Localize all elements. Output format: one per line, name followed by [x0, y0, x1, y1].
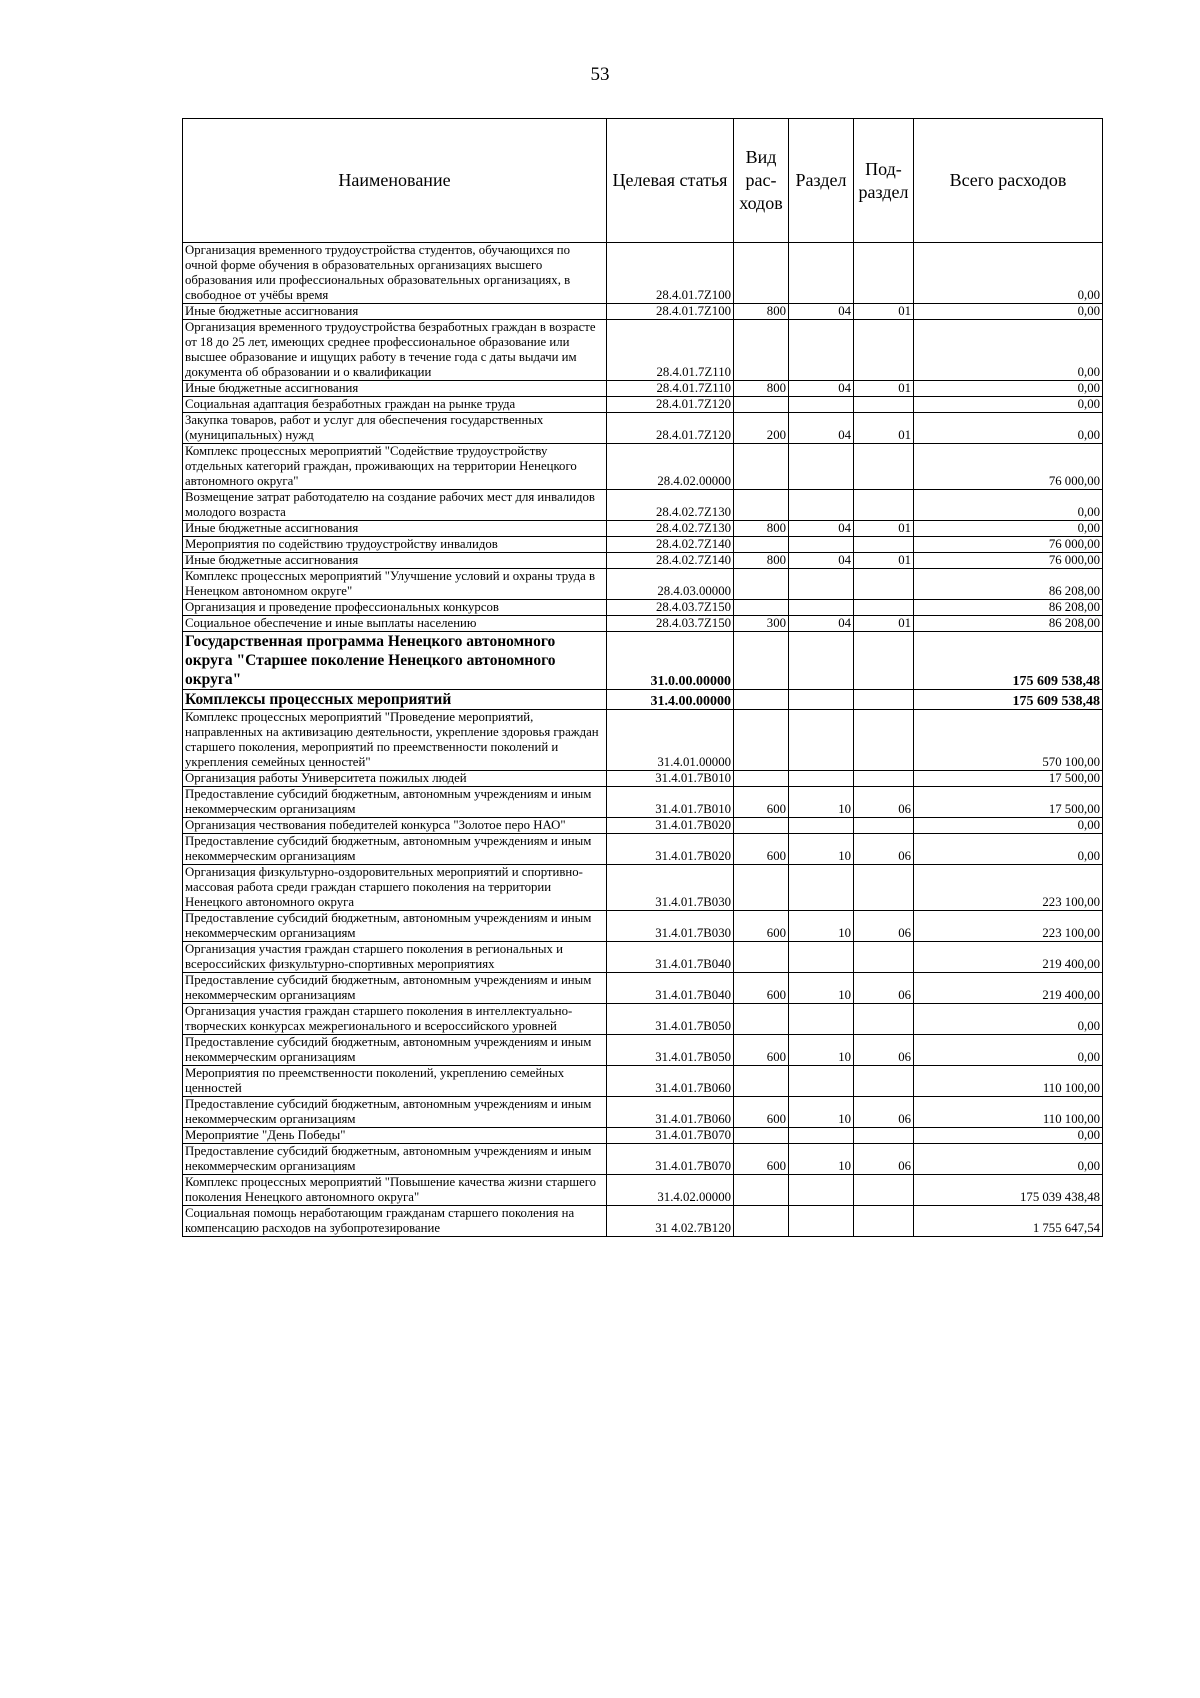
cell-section: [789, 1066, 854, 1097]
cell-name: Организация чествования победителей конкурса "Золотое перо НАО": [183, 818, 607, 834]
cell-name: Организация участия граждан старшего поколения в интеллектуально-творческих конкурсах межрегионального и всероссийского уровней: [183, 1004, 607, 1035]
cell-name: Иные бюджетные ассигнования: [183, 553, 607, 569]
table-row: [183, 632, 1103, 690]
cell-name: Предоставление субсидий бюджетным, автономным учреждениям и иным некоммерческим организациям: [183, 1035, 607, 1066]
cell-name: Иные бюджетные ассигнования: [183, 521, 607, 537]
cell-subsection: 06: [854, 1097, 914, 1128]
cell-total: 0,00: [914, 381, 1103, 397]
table-row: [183, 569, 1103, 600]
cell-section: [789, 569, 854, 600]
table-row: [183, 413, 1103, 444]
table-row: [183, 600, 1103, 616]
table-row: [183, 690, 1103, 710]
cell-name: Организация участия граждан старшего поколения в региональных и всероссийских физкультурно-спортивных мероприятиях: [183, 942, 607, 973]
table-row: [183, 787, 1103, 818]
cell-section: 10: [789, 1035, 854, 1066]
cell-total: 175 609 538,48: [914, 690, 1103, 710]
header-total: Всего расходов: [914, 119, 1103, 243]
cell-subsection: [854, 771, 914, 787]
cell-total: 219 400,00: [914, 942, 1103, 973]
cell-subsection: [854, 537, 914, 553]
cell-section: 04: [789, 304, 854, 320]
cell-type: [734, 1004, 789, 1035]
cell-name: Предоставление субсидий бюджетным, автономным учреждениям и иным некоммерческим организациям: [183, 834, 607, 865]
table-row: [183, 973, 1103, 1004]
cell-name: Предоставление субсидий бюджетным, автономным учреждениям и иным некоммерческим организациям: [183, 787, 607, 818]
cell-subsection: [854, 243, 914, 304]
cell-type: 600: [734, 787, 789, 818]
cell-subsection: [854, 320, 914, 381]
cell-section: [789, 397, 854, 413]
table-row: [183, 521, 1103, 537]
cell-section: [789, 865, 854, 911]
cell-name: Иные бюджетные ассигнования: [183, 304, 607, 320]
cell-section: [789, 1175, 854, 1206]
cell-subsection: 01: [854, 521, 914, 537]
cell-section: 10: [789, 1144, 854, 1175]
cell-target: 28.4.01.7Z120: [607, 413, 734, 444]
cell-subsection: [854, 710, 914, 771]
cell-target: 31.4.02.00000: [607, 1175, 734, 1206]
cell-name: Иные бюджетные ассигнования: [183, 381, 607, 397]
cell-total: 0,00: [914, 320, 1103, 381]
cell-target: 31.4.01.7B010: [607, 787, 734, 818]
cell-name: Предоставление субсидий бюджетным, автономным учреждениям и иным некоммерческим организациям: [183, 973, 607, 1004]
cell-type: [734, 320, 789, 381]
cell-name: Возмещение затрат работодателю на создание рабочих мест для инвалидов молодого возраста: [183, 490, 607, 521]
cell-target: 31.4.01.7B040: [607, 942, 734, 973]
cell-type: 600: [734, 834, 789, 865]
cell-name: Комплекс процессных мероприятий "Улучшение условий и охраны труда в Ненецком автономном округе": [183, 569, 607, 600]
cell-total: 17 500,00: [914, 787, 1103, 818]
cell-section: 10: [789, 911, 854, 942]
cell-section: [789, 444, 854, 490]
cell-name: Мероприятие "День Победы": [183, 1128, 607, 1144]
cell-subsection: 06: [854, 911, 914, 942]
cell-subsection: [854, 690, 914, 710]
cell-target: 28.4.01.7Z110: [607, 381, 734, 397]
table-row: [183, 834, 1103, 865]
cell-type: [734, 771, 789, 787]
cell-type: 600: [734, 973, 789, 1004]
cell-section: [789, 600, 854, 616]
cell-section: 10: [789, 787, 854, 818]
cell-target: 28.4.03.7Z150: [607, 616, 734, 632]
header-target: Целевая статья: [607, 119, 734, 243]
cell-subsection: [854, 1128, 914, 1144]
cell-subsection: [854, 490, 914, 521]
cell-subsection: [854, 865, 914, 911]
table-row: [183, 537, 1103, 553]
cell-total: 175 039 438,48: [914, 1175, 1103, 1206]
cell-type: [734, 1066, 789, 1097]
cell-subsection: 06: [854, 1144, 914, 1175]
cell-subsection: 06: [854, 973, 914, 1004]
table-row: [183, 304, 1103, 320]
cell-subsection: 06: [854, 787, 914, 818]
cell-subsection: [854, 1004, 914, 1035]
cell-subsection: [854, 600, 914, 616]
cell-type: 800: [734, 553, 789, 569]
cell-target: 28.4.02.7Z130: [607, 521, 734, 537]
cell-target: 31.4.01.7B060: [607, 1066, 734, 1097]
cell-name: Социальное обеспечение и иные выплаты населению: [183, 616, 607, 632]
cell-type: [734, 710, 789, 771]
cell-target: 31.4.01.7B060: [607, 1097, 734, 1128]
cell-target: 31.4.01.7B050: [607, 1004, 734, 1035]
table-row: [183, 616, 1103, 632]
cell-type: 600: [734, 1035, 789, 1066]
table-body: [183, 243, 1103, 1237]
cell-name: Комплекс процессных мероприятий "Проведение мероприятий, направленных на активизацию деятельности, укрепление здоровья граждан старшего поколения, мероприятий по преемственности поколений и укрепления семейных ценностей": [183, 710, 607, 771]
cell-name: Предоставление субсидий бюджетным, автономным учреждениям и иным некоммерческим организациям: [183, 1097, 607, 1128]
table-row: [183, 1206, 1103, 1237]
cell-section: [789, 243, 854, 304]
cell-section: [789, 537, 854, 553]
cell-total: 0,00: [914, 304, 1103, 320]
cell-type: [734, 690, 789, 710]
table-row: [183, 320, 1103, 381]
header-section: Раздел: [789, 119, 854, 243]
cell-section: [789, 1004, 854, 1035]
cell-target: 31.4.00.00000: [607, 690, 734, 710]
cell-type: [734, 243, 789, 304]
cell-name: Комплекс процессных мероприятий "Содействие трудоустройству отдельных категорий граждан, проживающих на территории Ненецкого автономного округа": [183, 444, 607, 490]
header-row: [183, 119, 1103, 243]
cell-target: 31.4.01.7B040: [607, 973, 734, 1004]
cell-type: 200: [734, 413, 789, 444]
cell-section: [789, 942, 854, 973]
cell-target: 31.4.01.7B020: [607, 818, 734, 834]
cell-section: [789, 710, 854, 771]
cell-total: 0,00: [914, 1035, 1103, 1066]
cell-name: Организация физкультурно-оздоровительных мероприятий и спортивно-массовая работа среди граждан старшего поколения на территории Ненецкого автономного округа: [183, 865, 607, 911]
cell-total: 0,00: [914, 1144, 1103, 1175]
cell-section: [789, 490, 854, 521]
cell-name: Социальная адаптация безработных граждан на рынке труда: [183, 397, 607, 413]
cell-section: 04: [789, 521, 854, 537]
cell-total: 0,00: [914, 1004, 1103, 1035]
table-row: [183, 1175, 1103, 1206]
cell-section: [789, 818, 854, 834]
cell-target: 28.4.03.00000: [607, 569, 734, 600]
cell-total: 86 208,00: [914, 569, 1103, 600]
cell-target: 28.4.02.7Z130: [607, 490, 734, 521]
cell-total: 86 208,00: [914, 616, 1103, 632]
table-row: [183, 553, 1103, 569]
cell-total: 1 755 647,54: [914, 1206, 1103, 1237]
table-row: [183, 1097, 1103, 1128]
cell-target: 31 4.02.7B120: [607, 1206, 734, 1237]
cell-name: Мероприятия по содействию трудоустройству инвалидов: [183, 537, 607, 553]
table-row: [183, 381, 1103, 397]
table-row: [183, 1144, 1103, 1175]
cell-name: Закупка товаров, работ и услуг для обеспечения государственных (муниципальных) нужд: [183, 413, 607, 444]
cell-total: 110 100,00: [914, 1066, 1103, 1097]
cell-subsection: [854, 1206, 914, 1237]
header-type: Вид рас- ходов: [734, 119, 789, 243]
cell-name: Комплексы процессных мероприятий: [183, 690, 607, 710]
cell-section: 04: [789, 616, 854, 632]
cell-target: 28.4.01.7Z100: [607, 304, 734, 320]
cell-name: Государственная программа Ненецкого автономного округа "Старшее поколение Ненецкого автономного округа": [183, 632, 607, 690]
cell-name: Мероприятия по преемственности поколений, укреплению семейных ценностей: [183, 1066, 607, 1097]
cell-subsection: [854, 942, 914, 973]
cell-total: 0,00: [914, 413, 1103, 444]
cell-total: 76 000,00: [914, 553, 1103, 569]
cell-type: [734, 537, 789, 553]
cell-total: 110 100,00: [914, 1097, 1103, 1128]
table-row: [183, 243, 1103, 304]
cell-total: 223 100,00: [914, 865, 1103, 911]
cell-section: 10: [789, 1097, 854, 1128]
cell-subsection: 01: [854, 553, 914, 569]
table-row: [183, 444, 1103, 490]
cell-type: [734, 1175, 789, 1206]
cell-name: Предоставление субсидий бюджетным, автономным учреждениям и иным некоммерческим организациям: [183, 911, 607, 942]
cell-total: 175 609 538,48: [914, 632, 1103, 690]
cell-subsection: 06: [854, 1035, 914, 1066]
cell-type: 600: [734, 1144, 789, 1175]
cell-type: [734, 569, 789, 600]
cell-total: 0,00: [914, 243, 1103, 304]
cell-section: [789, 690, 854, 710]
table-row: [183, 818, 1103, 834]
cell-target: 31.4.01.7B010: [607, 771, 734, 787]
cell-type: [734, 1206, 789, 1237]
cell-name: Предоставление субсидий бюджетным, автономным учреждениям и иным некоммерческим организациям: [183, 1144, 607, 1175]
table-row: [183, 942, 1103, 973]
cell-type: [734, 1128, 789, 1144]
cell-type: [734, 397, 789, 413]
cell-target: 28.4.02.7Z140: [607, 537, 734, 553]
cell-type: 600: [734, 911, 789, 942]
cell-target: 28.4.02.00000: [607, 444, 734, 490]
cell-type: [734, 444, 789, 490]
cell-type: [734, 632, 789, 690]
cell-type: [734, 490, 789, 521]
cell-name: Организация временного трудоустройства безработных граждан в возрасте от 18 до 25 лет, имеющих среднее профессиональное образование или высшее образование и ищущих работу в течение года с даты выдачи им документа об образовании и о квалификации: [183, 320, 607, 381]
cell-subsection: 01: [854, 616, 914, 632]
cell-total: 223 100,00: [914, 911, 1103, 942]
table-row: [183, 1035, 1103, 1066]
cell-total: 17 500,00: [914, 771, 1103, 787]
cell-total: 570 100,00: [914, 710, 1103, 771]
cell-section: 10: [789, 834, 854, 865]
table-row: [183, 911, 1103, 942]
cell-section: 04: [789, 413, 854, 444]
table-row: [183, 397, 1103, 413]
header-name: Наименование: [183, 119, 607, 243]
cell-subsection: [854, 444, 914, 490]
cell-section: [789, 1128, 854, 1144]
cell-subsection: [854, 632, 914, 690]
cell-subsection: 01: [854, 304, 914, 320]
cell-section: [789, 771, 854, 787]
table-row: [183, 490, 1103, 521]
cell-section: [789, 632, 854, 690]
cell-subsection: [854, 818, 914, 834]
cell-section: [789, 320, 854, 381]
cell-type: [734, 942, 789, 973]
cell-target: 31.0.00.00000: [607, 632, 734, 690]
table-row: [183, 710, 1103, 771]
cell-name: Организация и проведение профессиональных конкурсов: [183, 600, 607, 616]
cell-section: 04: [789, 553, 854, 569]
cell-target: 31.4.01.00000: [607, 710, 734, 771]
cell-total: 76 000,00: [914, 444, 1103, 490]
cell-subsection: [854, 1066, 914, 1097]
cell-subsection: 06: [854, 834, 914, 865]
cell-target: 28.4.01.7Z100: [607, 243, 734, 304]
cell-type: 600: [734, 1097, 789, 1128]
cell-name: Организация временного трудоустройства студентов, обучающихся по очной форме обучения в образовательных организациях высшего образования или профессиональных образовательных организациях, в свободное от учёбы время: [183, 243, 607, 304]
cell-target: 31.4.01.7B030: [607, 911, 734, 942]
cell-subsection: [854, 397, 914, 413]
header-subsection: Под- раздел: [854, 119, 914, 243]
cell-total: 0,00: [914, 1128, 1103, 1144]
table-row: [183, 1066, 1103, 1097]
table-row: [183, 771, 1103, 787]
table-row: [183, 865, 1103, 911]
cell-type: 300: [734, 616, 789, 632]
cell-section: 10: [789, 973, 854, 1004]
cell-section: [789, 1206, 854, 1237]
cell-subsection: [854, 1175, 914, 1206]
cell-target: 31.4.01.7B030: [607, 865, 734, 911]
cell-total: 86 208,00: [914, 600, 1103, 616]
cell-name: Комплекс процессных мероприятий "Повышение качества жизни старшего поколения Ненецкого автономного округа": [183, 1175, 607, 1206]
cell-target: 31.4.01.7B070: [607, 1144, 734, 1175]
cell-target: 28.4.01.7Z110: [607, 320, 734, 381]
cell-target: 28.4.02.7Z140: [607, 553, 734, 569]
cell-name: Организация работы Университета пожилых людей: [183, 771, 607, 787]
cell-name: Социальная помощь неработающим гражданам старшего поколения на компенсацию расходов на зубопротезирование: [183, 1206, 607, 1237]
cell-total: 76 000,00: [914, 537, 1103, 553]
cell-total: 0,00: [914, 834, 1103, 865]
cell-section: 04: [789, 381, 854, 397]
cell-subsection: 01: [854, 413, 914, 444]
cell-type: 800: [734, 521, 789, 537]
cell-type: 800: [734, 381, 789, 397]
cell-total: 219 400,00: [914, 973, 1103, 1004]
cell-subsection: [854, 569, 914, 600]
cell-target: 31.4.01.7B050: [607, 1035, 734, 1066]
cell-type: [734, 818, 789, 834]
table-row: [183, 1128, 1103, 1144]
cell-total: 0,00: [914, 818, 1103, 834]
page-number: 53: [590, 64, 610, 85]
cell-total: 0,00: [914, 521, 1103, 537]
cell-target: 28.4.03.7Z150: [607, 600, 734, 616]
cell-target: 28.4.01.7Z120: [607, 397, 734, 413]
cell-total: 0,00: [914, 490, 1103, 521]
cell-type: 800: [734, 304, 789, 320]
cell-target: 31.4.01.7B070: [607, 1128, 734, 1144]
budget-table: [182, 118, 1103, 1237]
cell-subsection: 01: [854, 381, 914, 397]
table-row: [183, 1004, 1103, 1035]
cell-type: [734, 600, 789, 616]
cell-target: 31.4.01.7B020: [607, 834, 734, 865]
cell-total: 0,00: [914, 397, 1103, 413]
cell-type: [734, 865, 789, 911]
